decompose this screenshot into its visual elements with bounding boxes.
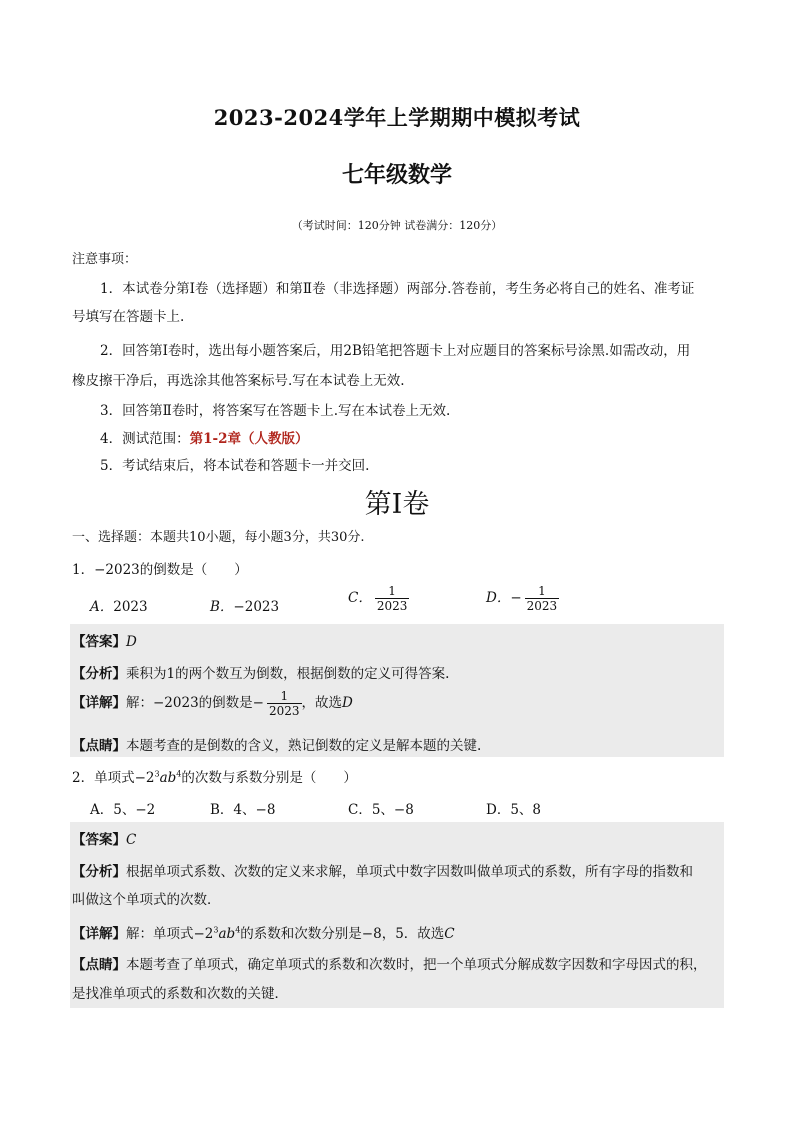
q2-option-a: A．5、−2 <box>90 802 156 818</box>
exam-title: 2023-2024学年上学期期中模拟考试 <box>213 105 581 130</box>
q1-analysis: 【分析】乘积为1的两个数互为倒数，根据倒数的定义可得答案. <box>72 666 450 682</box>
q2-analysis-cont: 叫做这个单项式的次数． <box>72 892 221 908</box>
notice-item-4-prefix: 4．测试范围： <box>100 431 190 447</box>
q2-detail: 【详解】解：单项式$-2^3ab^4$的系数和次数分别是−8，5．故选C <box>72 925 455 942</box>
q1-option-c: C． $\frac{1}{2023}$ <box>348 584 408 613</box>
test-range: 第1-2章（人教版） <box>189 431 309 447</box>
question-1-stem: 1．−2023的倒数是（ ） <box>72 562 248 578</box>
fraction: $\frac{1}{2023}$ <box>268 689 300 718</box>
q1-comment: 【点睛】本题考查的是倒数的含义，熟记倒数的定义是解本题的关键. <box>72 738 482 754</box>
q1-option-b: B．−2023 <box>210 599 280 615</box>
fraction: $\frac{1}{2023}$ <box>526 584 558 613</box>
q1-option-a: A．2023 <box>90 599 148 615</box>
fraction: $\frac{1}{2023}$ <box>376 584 408 613</box>
notice-item-5: 5．考试结束后，将本试卷和答题卡一并交回. <box>100 458 370 474</box>
q1-answer: 【答案】D <box>72 634 137 650</box>
notice-heading: 注意事项： <box>72 252 138 267</box>
notice-item-2: 2．回答第Ⅰ卷时，选出每小题答案后，用2B铅笔把答题卡上对应题目的答案标号涂黑.如需改动，用 <box>100 343 691 359</box>
notice-item-1: 1．本试卷分第Ⅰ卷（选择题）和第Ⅱ卷（非选择题）两部分.答卷前，考生务必将自己的姓名、准考证 <box>100 281 695 297</box>
exam-meta: （考试时间：120分钟 试卷满分：120分） <box>291 219 503 232</box>
notice-item-4 <box>100 425 308 453</box>
q2-comment-cont: 是找准单项式的系数和次数的关键． <box>72 986 288 1002</box>
notice-item-2-cont: 橡皮擦干净后，再选涂其他答案标号.写在本试卷上无效. <box>72 373 405 389</box>
volume-heading: 第Ⅰ卷 <box>364 489 430 520</box>
notice-item-3: 3．回答第Ⅱ卷时，将答案写在答题卡上.写在本试卷上无效. <box>100 403 451 419</box>
exam-subtitle: 七年级数学 <box>341 162 452 188</box>
notice-item-1-cont: 号填写在答题卡上. <box>72 309 185 325</box>
q2-solution-box <box>70 822 724 1008</box>
question-2-stem: 2．单项式$-2^3ab^4$的次数与系数分别是（ ） <box>72 769 357 786</box>
q2-analysis: 【分析】根据单项式系数、次数的定义来求解，单项式中数字因数叫做单项式的系数，所有字母的指数和 <box>72 864 693 880</box>
section-heading: 一、选择题：本题共10小题，每小题3分，共30分. <box>72 530 365 545</box>
q2-option-d: D．5、8 <box>486 802 542 818</box>
q1-detail: 【详解】解：−2023的倒数是− $\frac{1}{2023}$ ，故选D <box>72 689 353 718</box>
q2-option-c: C．5、−8 <box>348 802 414 818</box>
q2-comment: 【点睛】本题考查了单项式，确定单项式的系数和次数时，把一个单项式分解成数字因数和字母因式的积， <box>72 957 707 973</box>
q1-option-d: D．− $\frac{1}{2023}$ <box>486 584 558 613</box>
q2-answer: 【答案】C <box>72 832 137 848</box>
q2-option-b: B．4、−8 <box>210 802 276 818</box>
